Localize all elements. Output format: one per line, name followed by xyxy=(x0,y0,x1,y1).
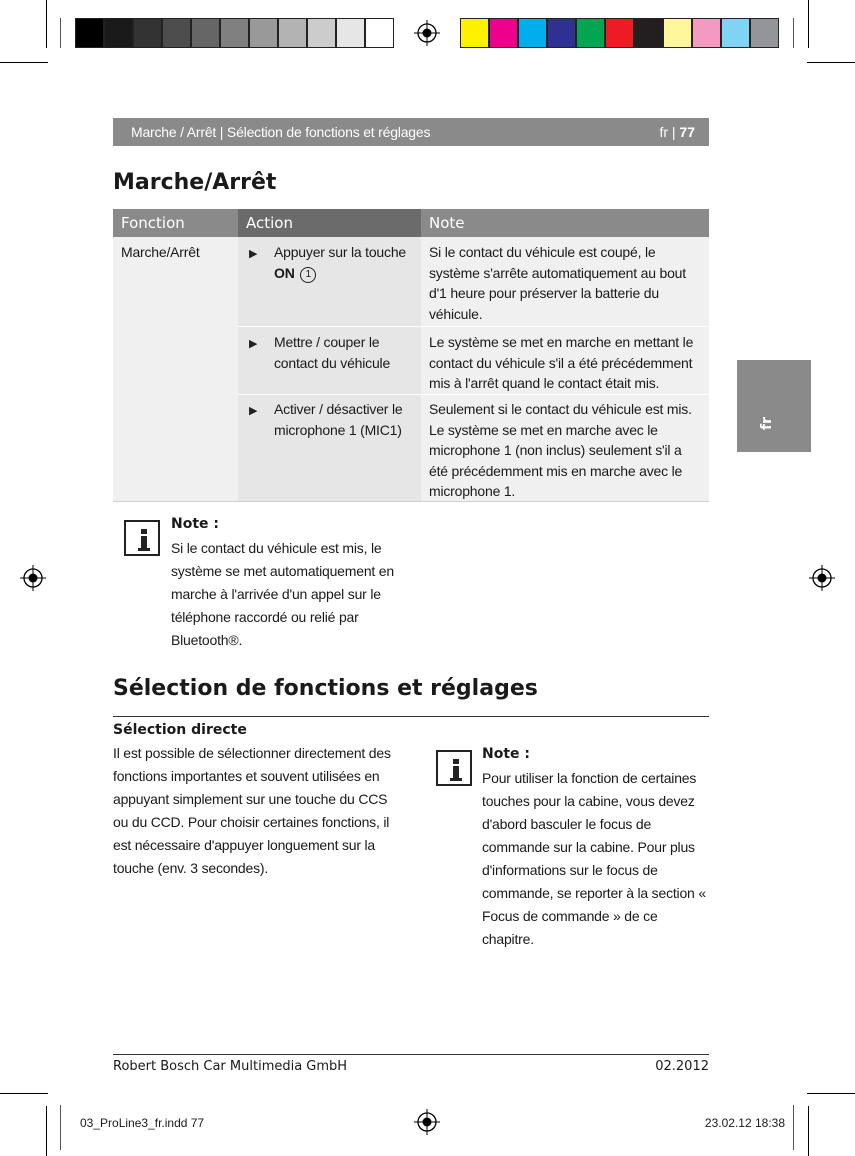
row-separator xyxy=(238,394,709,395)
note-cell: Seulement si le contact du véhicule est mis. Le système se met en marche avec le microphone 1 (non inclus) seulement s'il a été précédemment mis en marche avec le microphone 1. xyxy=(429,401,692,499)
grayscale-swatch xyxy=(162,18,191,48)
crop-mark xyxy=(0,62,48,63)
function-column-bg xyxy=(113,237,238,501)
action-cell: Mettre / couper le contact du véhicule xyxy=(274,334,391,371)
note-text: Si le contact du véhicule est mis, le système se met automatiquement en marche à l'arrivée d'un appel sur le téléphone raccordé ou relié par Bluetooth®. xyxy=(171,540,394,648)
grayscale-swatch xyxy=(104,18,133,48)
crop-mark xyxy=(808,0,809,48)
process-color-swatch xyxy=(692,18,721,48)
section-title-marche-arret: Marche/Arrêt xyxy=(113,170,277,195)
circled-number-icon: 1 xyxy=(300,267,316,283)
process-color-swatch xyxy=(721,18,750,48)
crop-mark xyxy=(0,1093,48,1094)
row-separator xyxy=(238,326,709,327)
process-color-swatch xyxy=(489,18,518,48)
section-title-selection: Sélection de fonctions et réglages xyxy=(113,676,538,701)
note-cell: Le système se met en marche en mettant le contact du véhicule s'il a été précédemment mis à l'arrêt quand le contact était mis. xyxy=(429,334,694,391)
process-color-swatch xyxy=(576,18,605,48)
crop-mark xyxy=(46,1106,47,1156)
process-color-swatch xyxy=(750,18,779,48)
slug-filename: 03_ProLine3_fr.indd 77 xyxy=(80,1116,205,1130)
process-color-swatch xyxy=(518,18,547,48)
registration-mark-icon xyxy=(809,565,835,591)
grayscale-swatch xyxy=(249,18,278,48)
action-cell: Appuyer sur la touche ON 1 xyxy=(274,244,406,281)
running-header xyxy=(113,118,709,146)
note-title: Note : xyxy=(482,746,530,762)
grayscale-swatch xyxy=(75,18,104,48)
process-color-swatch xyxy=(460,18,489,48)
grayscale-swatch xyxy=(336,18,365,48)
slug-frame-line xyxy=(60,18,61,48)
slug-timestamp: 23.02.12 18:38 xyxy=(704,1116,785,1130)
note-title: Note : xyxy=(171,516,219,532)
crop-mark xyxy=(808,1106,809,1156)
table-header-cell: Fonction xyxy=(113,209,238,237)
bullet-arrow-icon: ▶ xyxy=(249,405,258,417)
bullet-arrow-icon: ▶ xyxy=(249,338,258,350)
crop-mark xyxy=(46,0,47,48)
process-color-swatch xyxy=(547,18,576,48)
process-color-swatch xyxy=(663,18,692,48)
footer-company: Robert Bosch Car Multimedia GmbH xyxy=(113,1059,348,1074)
info-icon xyxy=(124,520,160,556)
action-cell: Activer / désactiver le microphone 1 (MIC1) xyxy=(274,401,403,438)
subsection-title: Sélection directe xyxy=(113,722,247,738)
grayscale-swatch xyxy=(220,18,249,48)
registration-mark-icon xyxy=(20,565,46,591)
note-text: Pour utiliser la fonction de certaines touches pour la cabine, vous devez d'abord basculer le focus de commande sur la cabine. Pour plus d'informations sur le focus de commande, se reporter à la section « Focus de commande » de ce chapitre. xyxy=(482,770,706,947)
grayscale-swatch xyxy=(307,18,336,48)
grayscale-swatch xyxy=(365,18,394,48)
slug-frame-line xyxy=(60,1105,61,1150)
table-header-cell: Note xyxy=(421,209,709,237)
grayscale-swatch xyxy=(278,18,307,48)
bullet-arrow-icon: ▶ xyxy=(249,248,258,260)
info-icon xyxy=(436,750,472,786)
grayscale-swatch xyxy=(133,18,162,48)
registration-mark-icon xyxy=(414,20,440,46)
crop-mark xyxy=(807,1093,855,1094)
side-tab-label: fr xyxy=(759,417,775,430)
note-cell: Si le contact du véhicule est coupé, le système s'arrête automatiquement au bout d'1 heure pour préserver la batterie du véhicule. xyxy=(429,244,686,322)
crop-mark xyxy=(807,62,855,63)
header-section-title: Marche / Arrêt | Sélection de fonctions et réglages xyxy=(131,124,431,140)
language-side-tab xyxy=(737,360,811,452)
grayscale-swatch xyxy=(191,18,220,48)
table-header-cell: Action xyxy=(238,209,421,237)
section-rule xyxy=(113,716,709,717)
footer-date: 02.2012 xyxy=(655,1059,709,1074)
footer-rule xyxy=(113,1054,709,1055)
process-color-swatch xyxy=(605,18,634,48)
body-text: Il est possible de sélectionner directement des fonctions importantes et souvent utilisées en appuyant simplement sur une touche du CCS ou du CCD. Pour choisir certaines fonctions, il est nécessaire d'appuyer longuement sur la touche (env. 3 secondes). xyxy=(113,745,391,876)
slug-frame-line xyxy=(793,1105,794,1150)
header-page-number: fr | 77 xyxy=(659,124,695,140)
function-cell: Marche/Arrêt xyxy=(121,244,200,260)
registration-mark-icon xyxy=(414,1109,440,1135)
process-color-swatch xyxy=(634,18,663,48)
slug-frame-line xyxy=(793,18,794,48)
